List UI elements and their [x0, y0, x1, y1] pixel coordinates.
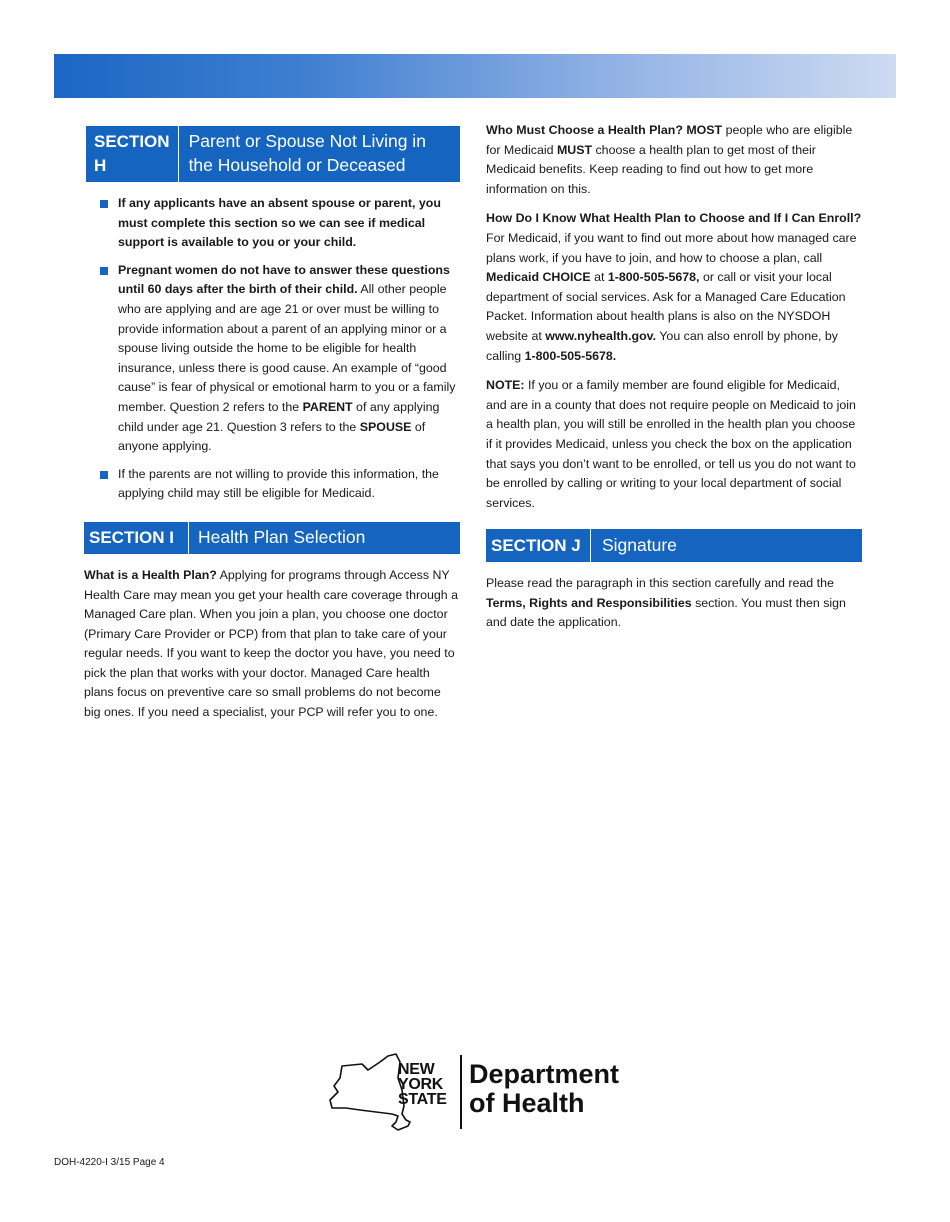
bullet-bold-text: PARENT	[302, 399, 353, 414]
left-column	[84, 126, 460, 733]
paragraph-heading: How Do I Know What Health Plan to Choose and If I Can Enroll?	[486, 211, 862, 226]
section-i-title: Health Plan Selection	[198, 527, 366, 548]
right-column	[486, 121, 862, 643]
note-paragraph	[486, 376, 862, 513]
list-item	[84, 261, 460, 457]
section-h-bullets	[84, 194, 460, 504]
list-item	[84, 465, 460, 504]
logo-text: NEW	[398, 1061, 435, 1078]
bullet-bold-text: If any applicants have an absent spouse or parent, you must complete this section so we can see if medical support is available to you or your child.	[118, 196, 441, 250]
bullet-text: of any applying child under age 21. Question 3 refers to the	[118, 399, 440, 434]
logo-text: STATE	[398, 1091, 447, 1108]
section-i-label: SECTION I	[84, 522, 189, 554]
paragraph-text: You can also enroll by phone, by calling	[486, 328, 838, 363]
paragraph-bold: Terms, Rights and Responsibilities	[486, 595, 692, 610]
bullet-square-icon	[100, 267, 108, 275]
bullet-square-icon	[100, 471, 108, 479]
paragraph-bold: Medicaid CHOICE	[486, 270, 591, 285]
section-j-label: SECTION J	[486, 529, 591, 562]
section-i-body	[84, 566, 460, 723]
paragraph-text: or call or visit your local department of social services. Ask for a Managed Care Education Packet. Information about health plans is also on the NYSDOH website at	[486, 270, 846, 343]
logo-text: Department	[469, 1059, 620, 1089]
paragraph-text: Applying for programs through Access NY Health Care may mean you get your health care coverage through a Managed Care plan. When you join a plan, you choose one doctor (Primary Care Provider or PCP) from that plan to take care of your regular needs. If you want to keep the doctor you have, you need to pick the plan that works with your doctor. Managed Care health plans focus on preventive care so small problems do not become big ones. If you need a specialist, your PCP will refer you to one.	[84, 567, 459, 720]
header-band	[54, 54, 896, 98]
bullet-text: All other people who are applying and are age 21 or over must be willing to provide information about a parent of an applying minor or a spouse living outside the home to be eligible for health insurance, unless there is good cause. An example of “good cause” is fear of physical or emotional harm to you or a family member. Question 2 refers to the	[118, 282, 456, 414]
department-of-health-wordmark	[469, 1060, 619, 1118]
website-link: www.nyhealth.gov.	[545, 328, 657, 343]
nys-department-of-health-logo	[326, 1052, 626, 1132]
bullet-text: of anyone applying.	[118, 419, 426, 454]
bullet-bold-text: SPOUSE	[359, 419, 412, 434]
signature-paragraph	[486, 574, 862, 633]
footer-form-id: DOH-4220-I 3/15 Page 4	[54, 1157, 165, 1168]
section-j-body	[486, 574, 862, 633]
bullet-bold-text: Pregnant women do not have to answer these questions until 60 days after the birth of their child.	[118, 262, 450, 297]
new-york-state-wordmark	[398, 1062, 447, 1107]
phone-number: 1-800-505-5678.	[524, 348, 617, 363]
paragraph-text: Please read the paragraph in this section carefully and read the	[486, 576, 834, 591]
section-j-title: Signature	[602, 534, 677, 555]
logo-text: YORK	[398, 1076, 444, 1093]
section-h-label: SECTION H	[86, 126, 179, 182]
paragraph-text: section. You must then sign and date the application.	[486, 595, 846, 630]
health-plan-paragraph	[84, 566, 460, 723]
phone-number: 1-800-505-5678,	[607, 270, 700, 285]
paragraph-text: choose a health plan to get most of their Medicaid benefits. Keep reading to find out how to get more information on this.	[486, 142, 816, 196]
paragraph-heading: What is a Health Plan?	[84, 567, 217, 582]
paragraph-text: at	[590, 270, 608, 285]
how-do-i-know-paragraph	[486, 209, 862, 366]
list-item	[84, 194, 460, 253]
section-h-title: Parent or Spouse Not Living in the Household or Deceased	[188, 131, 426, 175]
who-must-choose-paragraph	[486, 121, 862, 199]
bullet-text: If the parents are not willing to provide this information, the applying child may still be eligible for Medicaid.	[118, 466, 439, 501]
section-h-header	[86, 126, 460, 182]
paragraph-text: If you or a family member are found eligible for Medicaid, and are in a county that does not require people on Medicaid to join a health plan, you will still be enrolled in the health plan you choose if it provides Medicaid, unless you check the box on the application that says you don’t want to be enrolled, or tell us you do not want to be enrolled by calling or writing to your local department of social services.	[486, 378, 856, 510]
paragraph-heading: NOTE:	[486, 378, 525, 393]
section-i-header	[84, 522, 460, 554]
section-j-header	[486, 529, 862, 562]
logo-divider	[460, 1055, 462, 1129]
bullet-square-icon	[100, 200, 108, 208]
paragraph-bold: MUST	[556, 142, 593, 157]
paragraph-text: people who are eligible for Medicaid	[486, 123, 853, 157]
paragraph-heading: Who Must Choose a Health Plan? MOST	[486, 123, 723, 137]
logo-text: of Health	[469, 1088, 585, 1118]
paragraph-text: For Medicaid, if you want to find out more about how managed care plans work, if you have to join, and how to choose a plan, call	[486, 230, 857, 265]
